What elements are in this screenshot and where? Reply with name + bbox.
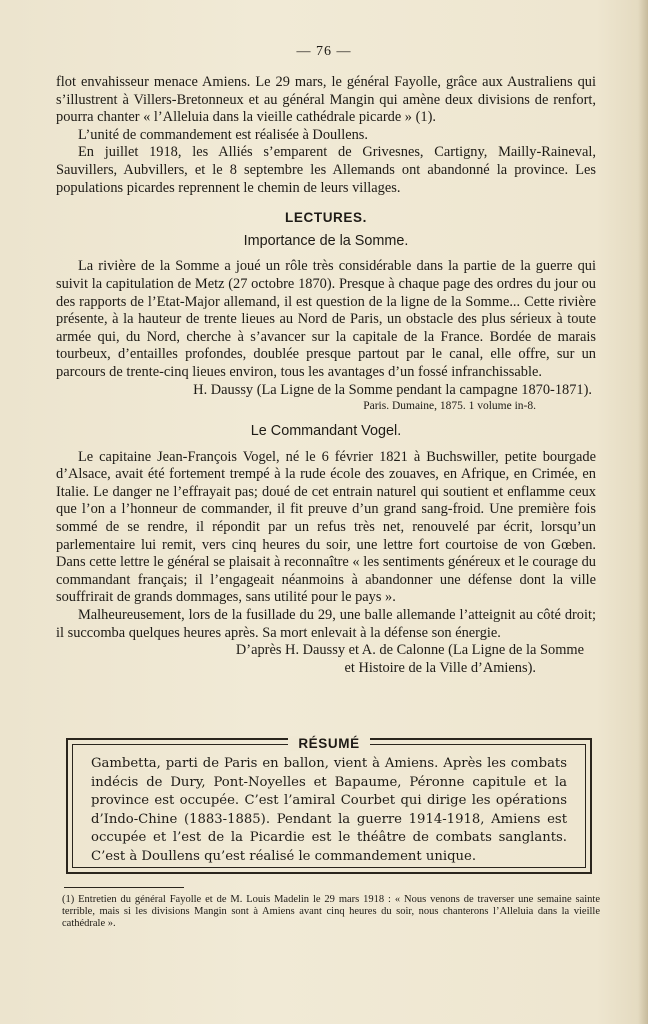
resume-text: Gambetta, parti de Paris en ballon, vient à Amiens. Après les combats indécis de Dury, Pont-Noyelles et Bapaume, Péronne capitule et la province est occupée. C’est l’amiral Courbet qui dirige les opérations d’Indo-Chine (1883-1885). Pendant la guerre 1914-1918, Amiens est occupée et l’est de la Picardie est le théâtre de combats sanglants. C’est à Doullens qu’est réalisé le commandement unique. (91, 756, 567, 864)
resume-box (66, 738, 592, 874)
intro-paragraph-1: flot envahisseur menace Amiens. Le 29 mars, le général Fayolle, grâce aux Australiens qui s’illustrent à Villers-Bretonneux et au général Mangin qui amène deux divisions de renfort, pourra chanter « l’Alleluia dans la vieille cathédrale picarde » (1). (56, 74, 596, 126)
reading-1-publisher: Paris. Dumaine, 1875. 1 volume in-8. (363, 400, 536, 413)
page-body (56, 74, 596, 677)
reading-2-source-line-2: et Histoire de la Ville d’Amiens). (344, 659, 536, 676)
reading-1-text: La rivière de la Somme a joué un rôle très considérable dans la partie de la guerre qui suivit la capitulation de Metz (27 octobre 1870). Presque à chaque page des ordres du jour ou des rapports de l’Etat-Major allemand, il est question de la ligne de la Somme... Cette rivière présente, à la hauteur de trente lieues au Nord de Paris, un obstacle des plus sérieux à toute armée qui, du Nord, cherche à s’avancer sur la capitale de la France. Bordée de marais tourbeux, d’entailles profondes, doublée presque partout par le canal, elle offre, sur un parcours de trente-cinq lieues environ, tous les avantages d’un fossé infranchissable. (56, 258, 596, 380)
reading-2-source-line-1: D’après H. Daussy et A. de Calonne (La Ligne de la Somme (235, 642, 584, 659)
resume-inner-frame (72, 736, 586, 868)
reading-1-source: H. Daussy (La Ligne de la Somme pendant la campagne 1870-1871). (193, 381, 592, 398)
resume-title-wrapper (73, 735, 585, 753)
lectures-heading: LECTURES. (285, 210, 367, 226)
page-number: — 76 — (296, 44, 352, 59)
reading-2-text: Le capitaine Jean-François Vogel, né le 6 février 1821 à Buchswiller, petite bourgade d’Alsace, avait été fortement trempé à la rude école des zouaves, en Afrique, en Crimée, en Italie. Le danger ne l’effrayait pas; doué de cet entrain naturel qui soutient et enflamme ceux que l’on a l’honneur de commander, il fit preuve d’un grand sang-froid. Une première fois sommé de se rendre, il répondit par un refus très net, renouvelé par écrit, lorsqu’un parlementaire lui remit, vers cinq heures du soir, une lettre fort courtoise de von Gœben. Dans cette lettre le général se plaisait à reconnaître « les sentiments généreux et le courage du commandant français; il l’engageait néanmoins à abandonner une défense dont la ville souffrirait de grands dommages, sans utilité pour le pays ». (56, 448, 596, 606)
reading-2-title: Le Commandant Vogel. (250, 423, 402, 440)
footnote: (1) Entretien du général Fayolle et de M. Louis Madelin le 29 mars 1918 : « Nous venons de traverser une semaine sainte terrible, mais si les divisions Mangin sont à Amiens avant cinq heures du soir, nous chanterons l’Alleluia dans la vieille cathédrale ». (62, 894, 600, 929)
reading-2-text-continued: Malheureusement, lors de la fusillade du 29, une balle allemande l’atteignit au côté droit; il succomba quelques heures après. Sa mort enlevait à la défense son énergie. (56, 607, 596, 641)
resume-heading: RÉSUMÉ (288, 736, 369, 751)
reading-1-title: Importance de la Somme. (243, 232, 409, 249)
footnote-rule (64, 887, 184, 888)
intro-paragraph-3: En juillet 1918, les Alliés s’emparent de Grivesnes, Cartigny, Mailly-Raineval, Sauvillers, Aubvillers, et le 8 septembre les Allemands ont abandonné la province. Les populations picardes reprennent le chemin de leurs villages. (56, 144, 596, 196)
page-edge (638, 0, 648, 1024)
intro-paragraph-2: L’unité de commandement est réalisée à Doullens. (78, 126, 368, 143)
